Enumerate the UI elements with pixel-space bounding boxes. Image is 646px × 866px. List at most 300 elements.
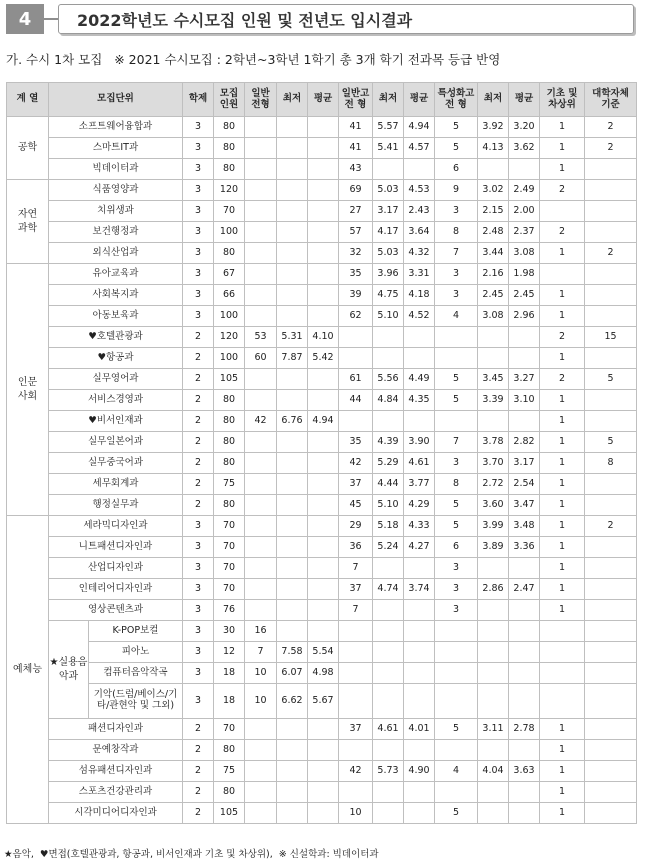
- value-cell: [585, 264, 637, 285]
- section-title: 2022학년도 수시모집 인원 및 전년도 입시결과: [58, 4, 634, 34]
- category-cell: 인문 사회: [7, 264, 49, 516]
- value-cell: 3: [183, 285, 214, 306]
- value-cell: 1: [540, 579, 585, 600]
- col-header: 특성화고 전 형: [435, 83, 478, 117]
- value-cell: 5: [585, 432, 637, 453]
- value-cell: [373, 558, 404, 579]
- value-cell: 37: [339, 579, 373, 600]
- value-cell: 7: [339, 558, 373, 579]
- value-cell: 5: [435, 516, 478, 537]
- value-cell: 80: [214, 138, 245, 159]
- value-cell: 105: [214, 803, 245, 824]
- value-cell: 66: [214, 285, 245, 306]
- value-cell: 2: [183, 719, 214, 740]
- value-cell: 3: [183, 222, 214, 243]
- value-cell: 5.56: [373, 369, 404, 390]
- value-cell: 2: [540, 369, 585, 390]
- value-cell: [308, 306, 339, 327]
- value-cell: 2.82: [509, 432, 540, 453]
- value-cell: [373, 684, 404, 719]
- value-cell: [540, 663, 585, 684]
- value-cell: [509, 803, 540, 824]
- unit-name-cell: 섬유패션디자인과: [49, 761, 183, 782]
- table-row: [7, 621, 637, 642]
- value-cell: [585, 684, 637, 719]
- value-cell: [245, 600, 277, 621]
- value-cell: [308, 243, 339, 264]
- value-cell: 4.35: [404, 390, 435, 411]
- value-cell: [404, 600, 435, 621]
- value-cell: 3: [183, 117, 214, 138]
- value-cell: [277, 180, 308, 201]
- table-row: [7, 740, 637, 761]
- value-cell: 6.07: [277, 663, 308, 684]
- value-cell: 3.90: [404, 432, 435, 453]
- value-cell: [308, 138, 339, 159]
- value-cell: 1: [540, 243, 585, 264]
- table-row: [7, 579, 637, 600]
- value-cell: [277, 201, 308, 222]
- value-cell: [585, 180, 637, 201]
- table-row: [7, 537, 637, 558]
- value-cell: [339, 411, 373, 432]
- col-header: 최저: [373, 83, 404, 117]
- value-cell: [308, 201, 339, 222]
- value-cell: 2.45: [509, 285, 540, 306]
- value-cell: [245, 474, 277, 495]
- admission-table: [6, 82, 637, 824]
- value-cell: [308, 180, 339, 201]
- value-cell: 3.45: [478, 369, 509, 390]
- value-cell: [308, 537, 339, 558]
- value-cell: 61: [339, 369, 373, 390]
- value-cell: [308, 558, 339, 579]
- value-cell: 3: [435, 264, 478, 285]
- value-cell: [308, 579, 339, 600]
- unit-name-cell: 아동보육과: [49, 306, 183, 327]
- value-cell: [404, 803, 435, 824]
- value-cell: 5.03: [373, 180, 404, 201]
- value-cell: [373, 740, 404, 761]
- value-cell: 32: [339, 243, 373, 264]
- value-cell: [478, 621, 509, 642]
- value-cell: [509, 740, 540, 761]
- value-cell: [478, 558, 509, 579]
- value-cell: 4.57: [404, 138, 435, 159]
- value-cell: 1: [540, 495, 585, 516]
- value-cell: 80: [214, 740, 245, 761]
- value-cell: 4.18: [404, 285, 435, 306]
- value-cell: [308, 453, 339, 474]
- value-cell: [435, 642, 478, 663]
- value-cell: [585, 390, 637, 411]
- value-cell: [339, 782, 373, 803]
- value-cell: [308, 600, 339, 621]
- value-cell: 37: [339, 719, 373, 740]
- value-cell: [277, 495, 308, 516]
- value-cell: [277, 761, 308, 782]
- value-cell: 80: [214, 390, 245, 411]
- value-cell: 27: [339, 201, 373, 222]
- value-cell: 2.15: [478, 201, 509, 222]
- value-cell: [478, 411, 509, 432]
- value-cell: 3.48: [509, 516, 540, 537]
- table-row: [7, 243, 637, 264]
- value-cell: 1: [540, 138, 585, 159]
- value-cell: [540, 684, 585, 719]
- value-cell: [478, 663, 509, 684]
- value-cell: [435, 684, 478, 719]
- value-cell: 3: [183, 600, 214, 621]
- value-cell: [308, 516, 339, 537]
- value-cell: 35: [339, 432, 373, 453]
- value-cell: 2: [183, 453, 214, 474]
- value-cell: 35: [339, 264, 373, 285]
- value-cell: 3: [435, 453, 478, 474]
- value-cell: 2.72: [478, 474, 509, 495]
- col-header: 평균: [308, 83, 339, 117]
- value-cell: 3: [183, 663, 214, 684]
- value-cell: 2: [183, 803, 214, 824]
- value-cell: [373, 600, 404, 621]
- value-cell: [277, 803, 308, 824]
- value-cell: 42: [245, 411, 277, 432]
- value-cell: [509, 348, 540, 369]
- col-header: 학제: [183, 83, 214, 117]
- value-cell: [585, 621, 637, 642]
- table-row: [7, 474, 637, 495]
- table-row: [7, 138, 637, 159]
- table-row: [7, 180, 637, 201]
- value-cell: [585, 285, 637, 306]
- col-header: 최저: [478, 83, 509, 117]
- value-cell: 2: [183, 327, 214, 348]
- value-cell: [245, 180, 277, 201]
- value-cell: 2.43: [404, 201, 435, 222]
- value-cell: 3.31: [404, 264, 435, 285]
- value-cell: [308, 803, 339, 824]
- value-cell: [509, 782, 540, 803]
- value-cell: [245, 243, 277, 264]
- table-row: [7, 719, 637, 740]
- value-cell: 100: [214, 306, 245, 327]
- value-cell: [509, 411, 540, 432]
- value-cell: 4.53: [404, 180, 435, 201]
- value-cell: 3.20: [509, 117, 540, 138]
- value-cell: [478, 327, 509, 348]
- unit-name-cell: 세무회계과: [49, 474, 183, 495]
- unit-name-cell: 산업디자인과: [49, 558, 183, 579]
- value-cell: [585, 579, 637, 600]
- value-cell: 4.44: [373, 474, 404, 495]
- value-cell: 4.90: [404, 761, 435, 782]
- value-cell: 2.96: [509, 306, 540, 327]
- value-cell: [478, 348, 509, 369]
- value-cell: [585, 411, 637, 432]
- value-cell: 36: [339, 537, 373, 558]
- value-cell: [585, 803, 637, 824]
- value-cell: [478, 642, 509, 663]
- value-cell: 2.45: [478, 285, 509, 306]
- value-cell: 60: [245, 348, 277, 369]
- value-cell: [404, 684, 435, 719]
- value-cell: 2: [540, 222, 585, 243]
- value-cell: 53: [245, 327, 277, 348]
- value-cell: [404, 159, 435, 180]
- unit-name-cell: 스포츠건강관리과: [49, 782, 183, 803]
- table-row: [7, 369, 637, 390]
- value-cell: 4.29: [404, 495, 435, 516]
- value-cell: 4.52: [404, 306, 435, 327]
- value-cell: [585, 558, 637, 579]
- value-cell: 3.27: [509, 369, 540, 390]
- value-cell: [339, 327, 373, 348]
- value-cell: [277, 243, 308, 264]
- value-cell: [435, 782, 478, 803]
- value-cell: [308, 740, 339, 761]
- section-number-badge: 4: [6, 4, 44, 34]
- value-cell: 120: [214, 180, 245, 201]
- value-cell: [585, 306, 637, 327]
- unit-name-cell: 기악(드럼/베이스/기타/관현악 및 그외): [89, 684, 183, 719]
- value-cell: [585, 495, 637, 516]
- value-cell: 18: [214, 684, 245, 719]
- value-cell: [373, 663, 404, 684]
- value-cell: 1: [540, 782, 585, 803]
- value-cell: [308, 474, 339, 495]
- value-cell: 2: [183, 761, 214, 782]
- value-cell: 1: [540, 740, 585, 761]
- value-cell: 4.75: [373, 285, 404, 306]
- value-cell: [404, 411, 435, 432]
- value-cell: 4.84: [373, 390, 404, 411]
- value-cell: 80: [214, 782, 245, 803]
- value-cell: [277, 621, 308, 642]
- value-cell: 6: [435, 159, 478, 180]
- value-cell: [339, 348, 373, 369]
- value-cell: 5.10: [373, 306, 404, 327]
- table-row: [7, 495, 637, 516]
- value-cell: [404, 327, 435, 348]
- value-cell: 3.47: [509, 495, 540, 516]
- value-cell: [245, 453, 277, 474]
- value-cell: 70: [214, 719, 245, 740]
- value-cell: [585, 740, 637, 761]
- table-row: [7, 432, 637, 453]
- value-cell: 3.64: [404, 222, 435, 243]
- value-cell: 70: [214, 558, 245, 579]
- value-cell: [277, 390, 308, 411]
- value-cell: 3.08: [478, 306, 509, 327]
- value-cell: 3: [435, 558, 478, 579]
- value-cell: [509, 159, 540, 180]
- value-cell: [339, 740, 373, 761]
- value-cell: [585, 663, 637, 684]
- value-cell: [245, 222, 277, 243]
- category-cell: 예체능: [7, 516, 49, 824]
- value-cell: 7.58: [277, 642, 308, 663]
- value-cell: 2: [183, 390, 214, 411]
- value-cell: 5.10: [373, 495, 404, 516]
- table-row: [7, 684, 637, 719]
- value-cell: [277, 306, 308, 327]
- value-cell: 69: [339, 180, 373, 201]
- value-cell: 5: [435, 803, 478, 824]
- value-cell: 4.98: [308, 663, 339, 684]
- value-cell: 1: [540, 600, 585, 621]
- value-cell: [478, 782, 509, 803]
- value-cell: 2: [183, 740, 214, 761]
- value-cell: 4.61: [404, 453, 435, 474]
- value-cell: [435, 327, 478, 348]
- value-cell: [277, 740, 308, 761]
- value-cell: 16: [245, 621, 277, 642]
- value-cell: 57: [339, 222, 373, 243]
- unit-name-cell: 패션디자인과: [49, 719, 183, 740]
- unit-name-cell: 컴퓨터음악작곡: [89, 663, 183, 684]
- value-cell: [585, 719, 637, 740]
- value-cell: 3.92: [478, 117, 509, 138]
- value-cell: 3: [183, 684, 214, 719]
- table-row: [7, 348, 637, 369]
- value-cell: 2.16: [478, 264, 509, 285]
- value-cell: [585, 642, 637, 663]
- value-cell: 1.98: [509, 264, 540, 285]
- value-cell: 80: [214, 243, 245, 264]
- value-cell: 5: [435, 495, 478, 516]
- value-cell: [585, 537, 637, 558]
- value-cell: 7: [435, 243, 478, 264]
- value-cell: 3.11: [478, 719, 509, 740]
- value-cell: [373, 411, 404, 432]
- value-cell: [245, 138, 277, 159]
- value-cell: 2: [183, 495, 214, 516]
- value-cell: 3.62: [509, 138, 540, 159]
- value-cell: 5.29: [373, 453, 404, 474]
- col-header: 모집 인원: [214, 83, 245, 117]
- value-cell: 3: [183, 264, 214, 285]
- value-cell: 5: [435, 138, 478, 159]
- value-cell: 1: [540, 558, 585, 579]
- value-cell: 4.94: [308, 411, 339, 432]
- value-cell: 4.32: [404, 243, 435, 264]
- value-cell: [277, 537, 308, 558]
- value-cell: 6: [435, 537, 478, 558]
- unit-name-cell: ♥항공과: [49, 348, 183, 369]
- value-cell: 3: [183, 537, 214, 558]
- value-cell: [509, 642, 540, 663]
- value-cell: 10: [245, 663, 277, 684]
- value-cell: 5.54: [308, 642, 339, 663]
- value-cell: 5: [585, 369, 637, 390]
- value-cell: [308, 285, 339, 306]
- value-cell: [478, 684, 509, 719]
- unit-name-cell: 보건행정과: [49, 222, 183, 243]
- value-cell: 120: [214, 327, 245, 348]
- value-cell: 3: [435, 579, 478, 600]
- value-cell: 80: [214, 159, 245, 180]
- value-cell: 5.42: [308, 348, 339, 369]
- value-cell: 3.96: [373, 264, 404, 285]
- value-cell: [308, 117, 339, 138]
- value-cell: 4.01: [404, 719, 435, 740]
- unit-name-cell: 행정실무과: [49, 495, 183, 516]
- value-cell: [245, 537, 277, 558]
- value-cell: [373, 621, 404, 642]
- value-cell: 76: [214, 600, 245, 621]
- value-cell: 39: [339, 285, 373, 306]
- value-cell: [277, 719, 308, 740]
- value-cell: 4.74: [373, 579, 404, 600]
- value-cell: 3: [183, 138, 214, 159]
- value-cell: [585, 348, 637, 369]
- table-row: [7, 453, 637, 474]
- value-cell: 3.70: [478, 453, 509, 474]
- col-header: 평균: [509, 83, 540, 117]
- value-cell: [585, 761, 637, 782]
- value-cell: [585, 782, 637, 803]
- value-cell: [339, 621, 373, 642]
- value-cell: 1: [540, 306, 585, 327]
- value-cell: 8: [585, 453, 637, 474]
- col-header: 기초 및 차상위: [540, 83, 585, 117]
- value-cell: 7.87: [277, 348, 308, 369]
- table-row: [7, 201, 637, 222]
- value-cell: [308, 782, 339, 803]
- value-cell: [585, 600, 637, 621]
- value-cell: [308, 761, 339, 782]
- value-cell: 105: [214, 369, 245, 390]
- value-cell: 5: [435, 369, 478, 390]
- value-cell: 4.61: [373, 719, 404, 740]
- value-cell: 7: [245, 642, 277, 663]
- table-row: [7, 327, 637, 348]
- value-cell: 80: [214, 117, 245, 138]
- category-cell: 자연 과학: [7, 180, 49, 264]
- unit-name-cell: 식품영양과: [49, 180, 183, 201]
- col-header: 모집단위: [49, 83, 183, 117]
- value-cell: 3: [183, 558, 214, 579]
- value-cell: [373, 642, 404, 663]
- value-cell: [509, 600, 540, 621]
- unit-name-cell: 영상콘텐츠과: [49, 600, 183, 621]
- value-cell: [435, 663, 478, 684]
- value-cell: [277, 432, 308, 453]
- value-cell: 5.67: [308, 684, 339, 719]
- value-cell: [509, 684, 540, 719]
- value-cell: [277, 369, 308, 390]
- unit-name-cell: 치위생과: [49, 201, 183, 222]
- value-cell: 1: [540, 159, 585, 180]
- value-cell: [540, 621, 585, 642]
- value-cell: 5.24: [373, 537, 404, 558]
- value-cell: [585, 474, 637, 495]
- value-cell: 4.13: [478, 138, 509, 159]
- value-cell: 37: [339, 474, 373, 495]
- value-cell: 3: [183, 306, 214, 327]
- value-cell: 3.77: [404, 474, 435, 495]
- value-cell: 2: [585, 138, 637, 159]
- value-cell: [585, 159, 637, 180]
- value-cell: 80: [214, 453, 245, 474]
- value-cell: 5.73: [373, 761, 404, 782]
- value-cell: 4.17: [373, 222, 404, 243]
- value-cell: 45: [339, 495, 373, 516]
- unit-name-cell: 시각미디어디자인과: [49, 803, 183, 824]
- value-cell: [245, 761, 277, 782]
- value-cell: 1: [540, 348, 585, 369]
- value-cell: 7: [339, 600, 373, 621]
